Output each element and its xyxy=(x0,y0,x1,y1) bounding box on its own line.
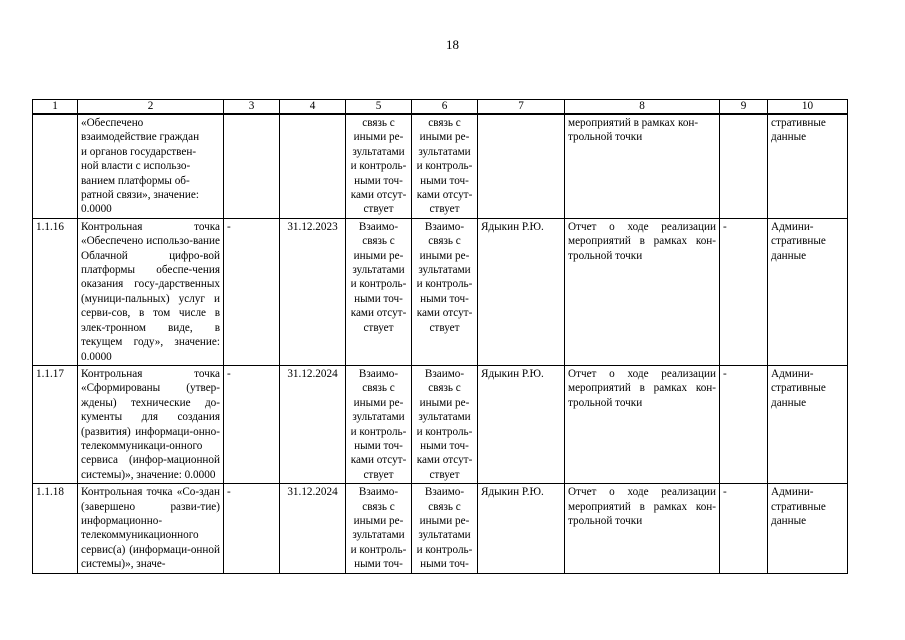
cell-col9: - xyxy=(720,484,768,573)
row-number: 1.1.17 xyxy=(33,365,78,483)
column-header: 5 xyxy=(346,100,412,115)
data-source: Админи- стративные данные xyxy=(768,484,848,573)
row-number: 1.1.16 xyxy=(33,218,78,365)
cell-col6: Взаимо- связь с иными ре- зультатами и контроль- ными точ- ками отсут- ствует xyxy=(412,365,478,483)
responsible: Ядыкин Р.Ю. xyxy=(478,218,565,365)
row-number: 1.1.18 xyxy=(33,484,78,573)
page-number: 18 xyxy=(446,37,459,52)
column-header: 2 xyxy=(78,100,224,115)
cell-col9: - xyxy=(720,365,768,483)
cell-col6: Взаимо- связь с иными ре- зультатами и контроль- ными точ- ками отсут- ствует xyxy=(412,218,478,365)
cell-col3: - xyxy=(224,484,280,573)
deadline-date: 31.12.2023 xyxy=(280,218,346,365)
cell-col3 xyxy=(224,114,280,218)
deadline-date xyxy=(280,114,346,218)
data-source: Админи- стративные данные xyxy=(768,218,848,365)
row-number xyxy=(33,114,78,218)
column-header: 10 xyxy=(768,100,848,115)
cell-col6: Взаимо- связь с иными ре- зультатами и контроль- ными точ- xyxy=(412,484,478,573)
cell-col5: Взаимо- связь с иными ре- зультатами и контроль- ными точ- ками отсут- ствует xyxy=(346,365,412,483)
deadline-date: 31.12.2024 xyxy=(280,484,346,573)
data-source: стративные данные xyxy=(768,114,848,218)
column-header: 4 xyxy=(280,100,346,115)
table-row xyxy=(33,484,848,573)
column-header: 1 xyxy=(33,100,78,115)
cell-col9: - xyxy=(720,218,768,365)
cell-col5: Взаимо- связь с иными ре- зультатами и контроль- ными точ- ками отсут- ствует xyxy=(346,218,412,365)
responsible: Ядыкин Р.Ю. xyxy=(478,484,565,573)
report-type: Отчет о ходе реализации мероприятий в рамках кон-трольной точки xyxy=(565,365,720,483)
header-row xyxy=(33,100,848,115)
responsible xyxy=(478,114,565,218)
column-header: 8 xyxy=(565,100,720,115)
column-header: 9 xyxy=(720,100,768,115)
deadline-date: 31.12.2024 xyxy=(280,365,346,483)
report-type: Отчет о ходе реализации мероприятий в рамках кон-трольной точки xyxy=(565,484,720,573)
column-header: 7 xyxy=(478,100,565,115)
data-source: Админи- стративные данные xyxy=(768,365,848,483)
cell-col5: связь с иными ре- зультатами и контроль- ными точ- ками отсут- ствует xyxy=(346,114,412,218)
control-point-name: Контрольная точка «Обеспечено использо-вание Облачной цифро-вой платформы обеспе-чения оказания госу-дарственных (муници-пальных) услуг и серви-сов, в том числе в элек-тронном виде, в текущем году», значение: 0.0000 xyxy=(78,218,224,365)
cell-col9 xyxy=(720,114,768,218)
table-row xyxy=(33,365,848,483)
cell-col3: - xyxy=(224,365,280,483)
control-point-name: «Обеспечено взаимодействие граждан и органов государствен- ной власти с использо- ванием платформы об- ратной связи», значение: 0.0000 xyxy=(78,114,224,218)
report-type: мероприятий в рамках кон- трольной точки xyxy=(565,114,720,218)
control-point-name: Контрольная точка «Сформированы (утвер-ждены) технические до-кументы для создания (развития) информаци-онно-телекоммуникаци-онного сервиса (инфор-мационной системы)», значение: 0.0000 xyxy=(78,365,224,483)
cell-col6: связь с иными ре- зультатами и контроль- ными точ- ками отсут- ствует xyxy=(412,114,478,218)
control-point-name: Контрольная точка «Со-здан (завершено разви-тие) информационно-телекоммуникационного сервис(а) (информаци-онной системы)», значе- xyxy=(78,484,224,573)
plan-table xyxy=(32,99,848,574)
cell-col3: - xyxy=(224,218,280,365)
table-row xyxy=(33,218,848,365)
cell-col5: Взаимо- связь с иными ре- зультатами и контроль- ными точ- xyxy=(346,484,412,573)
column-header: 6 xyxy=(412,100,478,115)
column-header: 3 xyxy=(224,100,280,115)
table-row xyxy=(33,114,848,218)
responsible: Ядыкин Р.Ю. xyxy=(478,365,565,483)
report-type: Отчет о ходе реализации мероприятий в рамках кон-трольной точки xyxy=(565,218,720,365)
